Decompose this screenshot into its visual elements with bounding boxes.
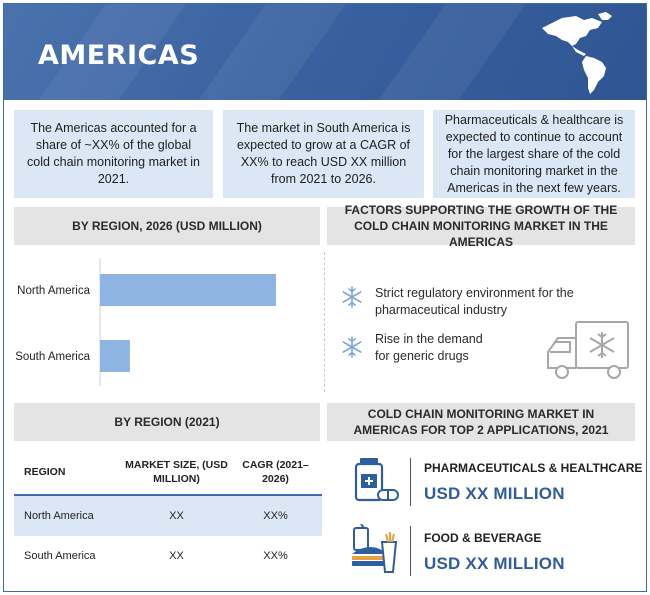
table-cell: XX — [169, 550, 184, 562]
table-cell: XX% — [263, 510, 288, 522]
chart-bar — [100, 340, 130, 372]
info-text: The Americas accounted for a share of ~XX% of the global cold chain monitoring market in 2021. — [27, 121, 200, 186]
app-divider — [410, 458, 411, 506]
column-header-region: REGION — [24, 466, 66, 478]
chart-category-label: North America — [17, 285, 90, 297]
americas-map-icon — [532, 8, 644, 98]
factors-header — [327, 203, 635, 249]
app-divider — [410, 526, 411, 576]
table-cell: XX — [169, 510, 184, 522]
region-table-header-text: BY REGION (2021) — [114, 415, 220, 429]
page-title: AMERICAS — [38, 40, 200, 71]
chart-bar — [100, 274, 276, 306]
medicine-icon — [350, 456, 400, 506]
refrigerated-truck-icon — [542, 318, 632, 382]
chart-category-label: South America — [15, 351, 90, 363]
table-cell: XX% — [263, 550, 288, 562]
info-box-pharma — [433, 110, 635, 198]
region-table — [14, 450, 322, 576]
table-header-row — [14, 450, 322, 496]
table-cell: South America — [24, 550, 96, 562]
applications-header — [327, 403, 635, 441]
header-stripe — [334, 4, 554, 100]
region-chart-header-text: BY REGION, 2026 (USD MILLION) — [72, 219, 262, 233]
applications-header-text: COLD CHAIN MONITORING MARKET IN AMERICAS FOR TOP 2 APPLICATIONS, 2021 — [353, 407, 609, 437]
app-name-pharma: PHARMACEUTICALS & HEALTHCARE — [424, 461, 643, 475]
section-divider — [324, 252, 325, 392]
region-bar-chart — [14, 252, 320, 392]
info-box-share — [14, 110, 213, 198]
app-name-food: FOOD & BEVERAGE — [424, 531, 542, 545]
snowflake-icon — [341, 286, 363, 308]
food-icon — [350, 524, 400, 574]
table-cell: North America — [24, 510, 94, 522]
column-header-cagr: CAGR (2021–2026) — [242, 459, 309, 485]
app-value-food: USD XX MILLION — [424, 554, 565, 573]
region-chart-header — [14, 207, 320, 245]
info-box-south-america — [223, 110, 424, 198]
snowflake-icon — [341, 336, 363, 358]
info-text: Pharmaceuticals & healthcare is expected to continue to account for the largest share of the cold chain monitoring market in the Americas in the next few years. — [444, 112, 624, 195]
table-row — [14, 536, 322, 576]
table-row — [14, 496, 322, 536]
factor-regulatory: Strict regulatory environment for the pharmaceutical industry — [375, 286, 574, 317]
header-banner — [4, 4, 646, 100]
column-header-market-size: MARKET SIZE, (USD MILLION) — [125, 459, 228, 485]
info-text: The market in South America is expected to grow at a CAGR of XX% to reach USD XX million from 2021 to 2026. — [236, 121, 411, 186]
factor-generic-drugs: Rise in the demand for generic drugs — [375, 332, 483, 363]
app-value-pharma: USD XX MILLION — [424, 484, 565, 503]
factors-header-text: FACTORS SUPPORTING THE GROWTH OF THE COLD CHAIN MONITORING MARKET IN THE AMERICAS — [344, 203, 618, 249]
region-table-header — [14, 403, 320, 441]
